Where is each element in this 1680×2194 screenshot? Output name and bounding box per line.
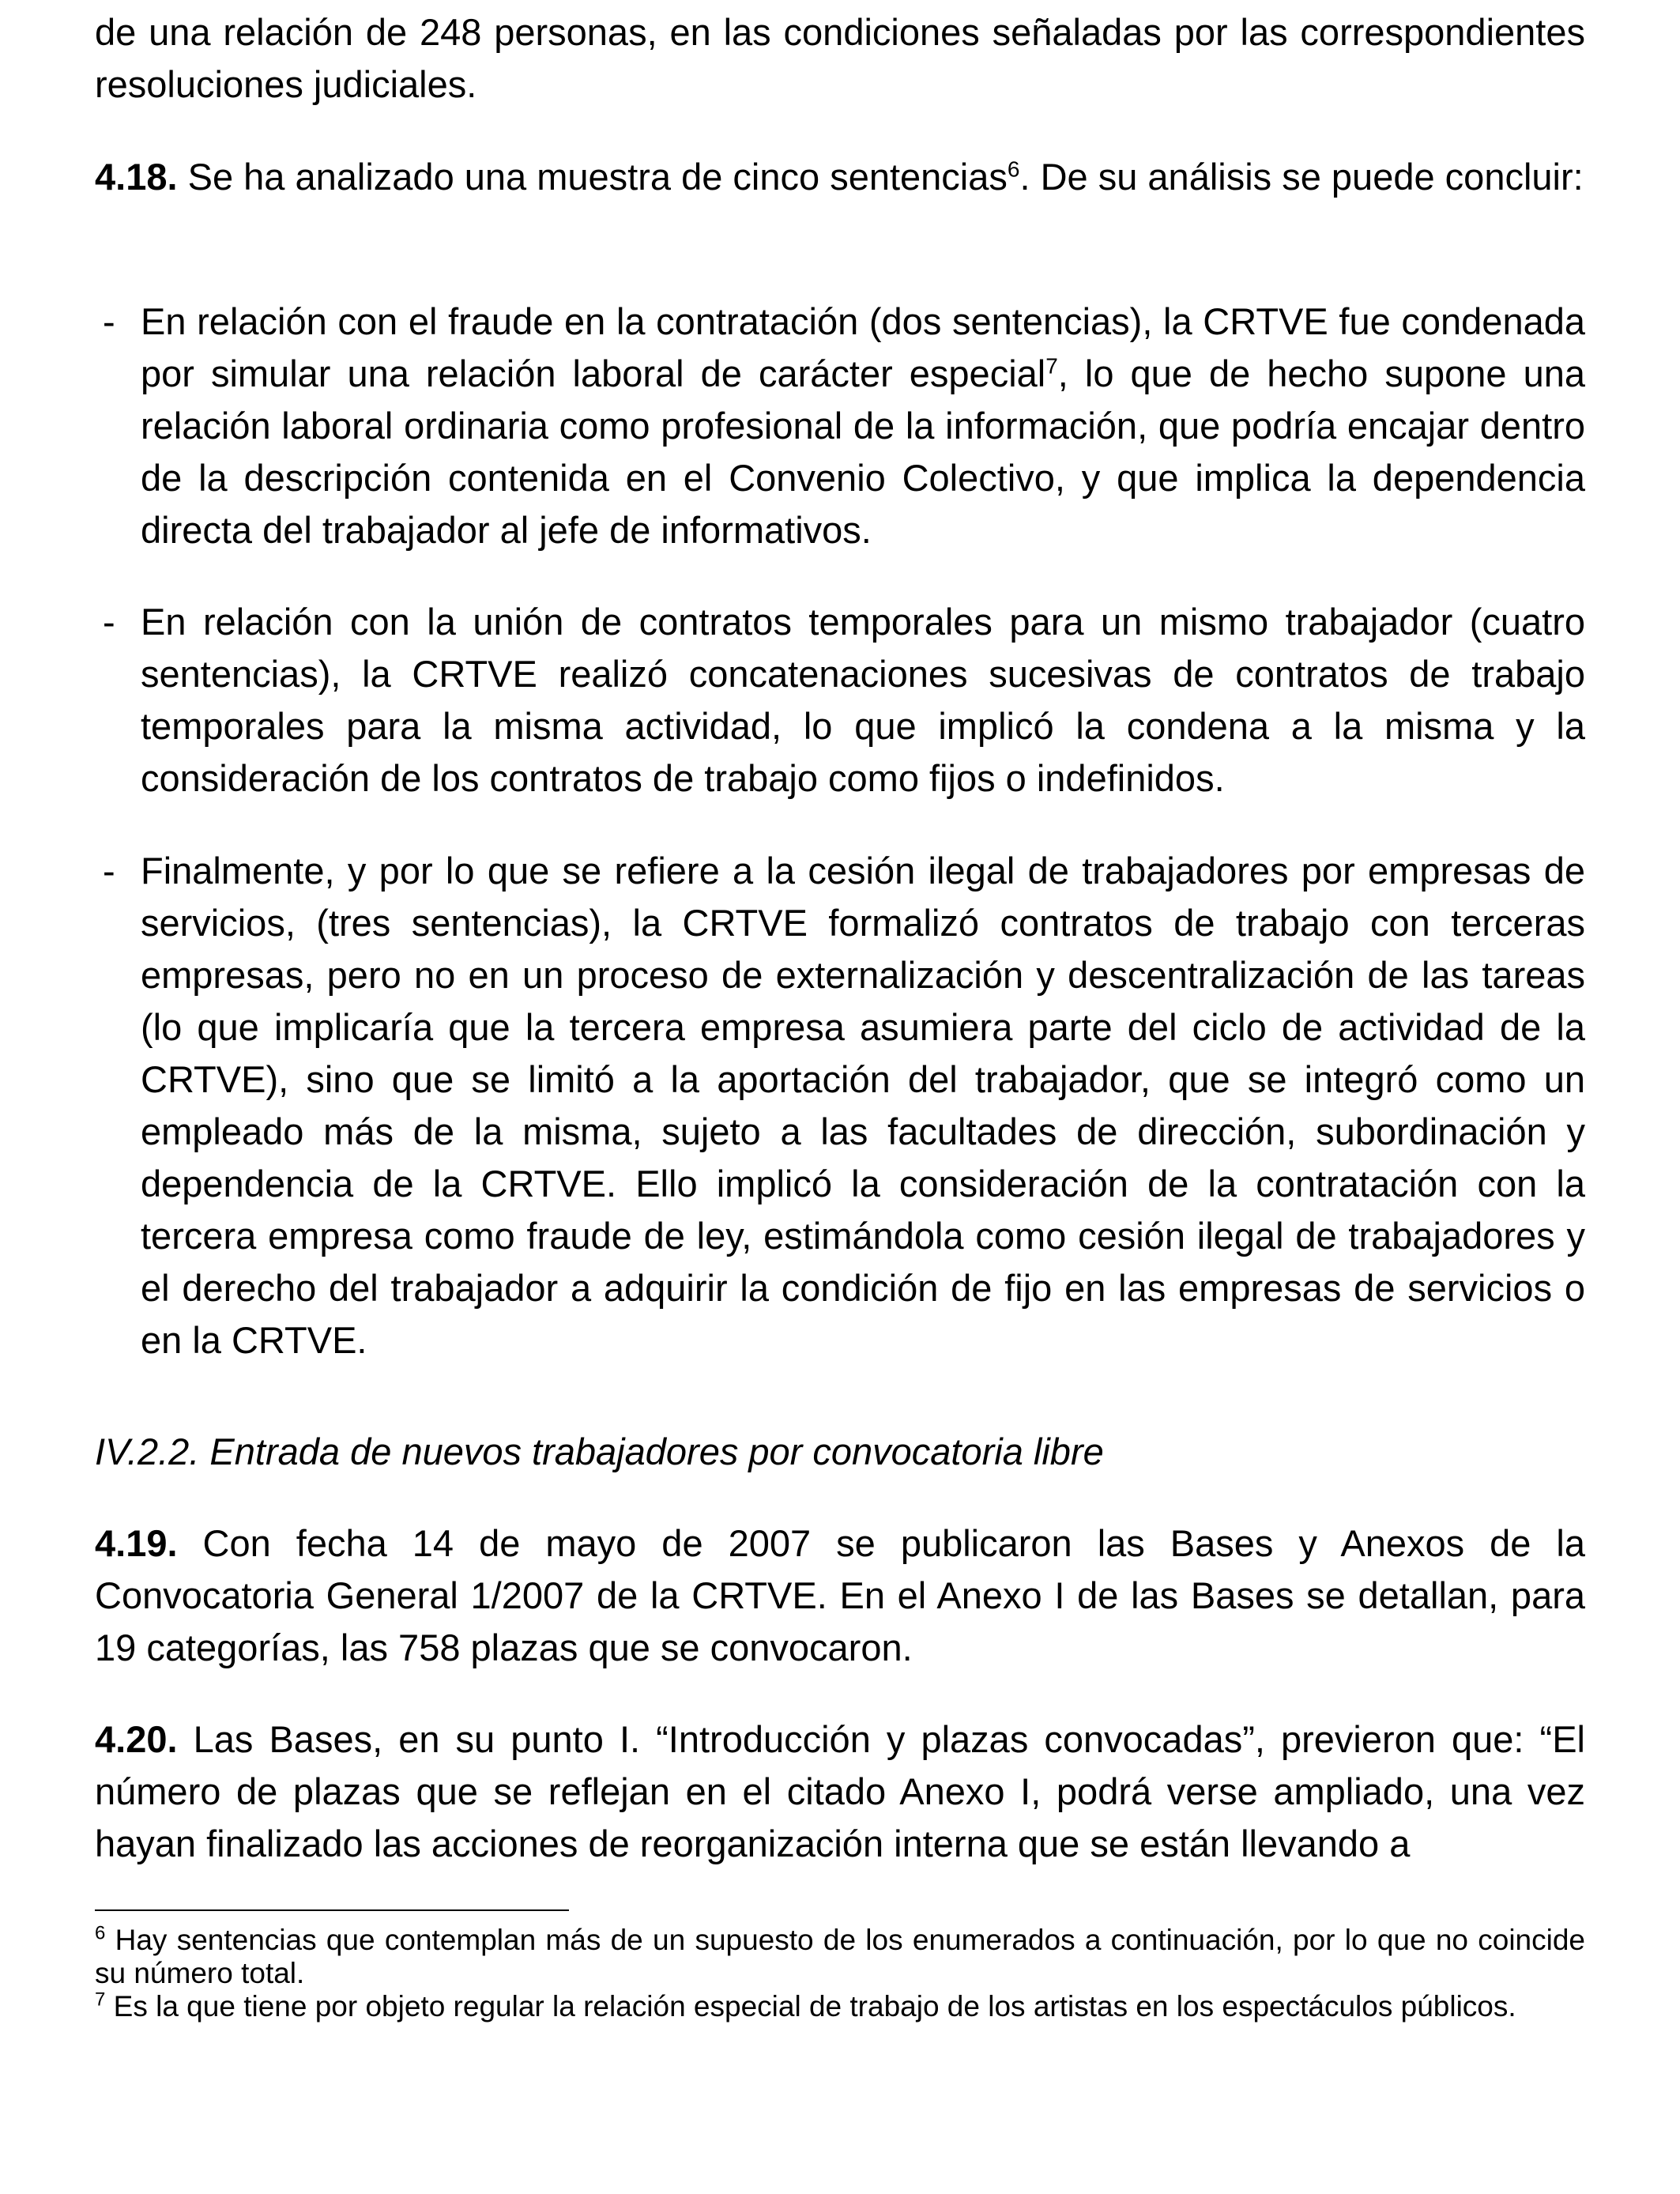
dash-marker: - (103, 300, 115, 342)
footnote-ref[interactable]: 7 (1045, 353, 1058, 379)
footnotes (95, 1924, 1585, 2023)
paragraph-number: 4.19. (95, 1522, 178, 1564)
paragraph-4-18 (95, 151, 1585, 203)
paragraph-text: Se ha analizado una muestra de cinco sentencias (177, 156, 1008, 198)
bullet-text: En relación con la unión de contratos temporales para un mismo trabajador (cuatro sentencias), la CRTVE realizó concatenaciones sucesivas de contratos de trabajo temporales para la misma actividad, lo que implicó la condena a la misma y la consideración de los contratos de trabajo como fijos o indefinidos. (141, 601, 1585, 799)
bullet-text: En relación con el fraude en la contratación (dos sentencias), la CRTVE fue condenada por simular una relación laboral de carácter especial (141, 300, 1585, 394)
footnote-text: Hay sentencias que contemplan más de un supuesto de los enumerados a continuación, por lo que no coincide su número total. (95, 1924, 1585, 1989)
bullet-item (95, 296, 1585, 556)
footnote (95, 1990, 1585, 2023)
paragraph-4-20 (95, 1713, 1585, 1870)
footnote-text: Es la que tiene por objeto regular la relación especial de trabajo de los artistas en los espectáculos públicos. (105, 1990, 1516, 2022)
paragraph-4-19 (95, 1517, 1585, 1674)
dash-marker: - (103, 601, 115, 643)
continuation-paragraph: de una relación de 248 personas, en las condiciones señaladas por las correspondientes resoluciones judiciales. (95, 11, 1585, 105)
footnote-ref[interactable]: 6 (1007, 156, 1020, 182)
paragraph-text: . De su análisis se puede concluir: (1019, 156, 1584, 198)
paragraph-number: 4.20. (95, 1718, 178, 1760)
footnote-number: 6 (95, 1922, 106, 1944)
dash-marker: - (103, 850, 115, 892)
section-heading: IV.2.2. Entrada de nuevos trabajadores por convocatoria libre (95, 1431, 1104, 1472)
footnote (95, 1924, 1585, 1990)
paragraph-number: 4.18. (95, 156, 178, 198)
bullet-text: Finalmente, y por lo que se refiere a la cesión ilegal de trabajadores por empresas de servicios, (tres sentencias), la CRTVE formalizó contratos de trabajo con terceras empresas, pero no en un proceso de externalización y descentralización de las tareas (lo que implicaría que la tercera empresa asumiera parte del ciclo de actividad de la CRTVE), sino que se limitó a la aportación del trabajador, que se integró como un empleado más de la misma, sujeto a las facultades de dirección, subordinación y dependencia de la CRTVE. Ello implicó la consideración de la contratación con la tercera empresa como fraude de ley, estimándola como cesión ilegal de trabajadores y el derecho del trabajador a adquirir la condición de fijo en las empresas de servicios o en la CRTVE. (141, 850, 1585, 1361)
footnote-separator (95, 1909, 569, 1911)
bullet-text: , lo que de hecho supone una relación laboral ordinaria como profesional de la información, que podría encajar dentro de la descripción contenida en el Convenio Colectivo, y que implica la dependencia directa del trabajador al jefe de informativos. (141, 352, 1585, 551)
bullet-item (95, 596, 1585, 805)
bullet-item (95, 845, 1585, 1367)
paragraph-text: Con fecha 14 de mayo de 2007 se publicaron las Bases y Anexos de la Convocatoria General 1/2007 de la CRTVE. En el Anexo I de las Bases se detallan, para 19 categorías, las 758 plazas que se convocaron. (95, 1522, 1585, 1668)
paragraph-text: Las Bases, en su punto I. “Introducción y plazas convocadas”, previeron que: “El número de plazas que se reflejan en el citado Anexo I, podrá verse ampliado, una vez hayan finalizado las acciones de reorganización interna que se están llevando a (95, 1718, 1585, 1864)
footnote-number: 7 (95, 1989, 106, 2011)
